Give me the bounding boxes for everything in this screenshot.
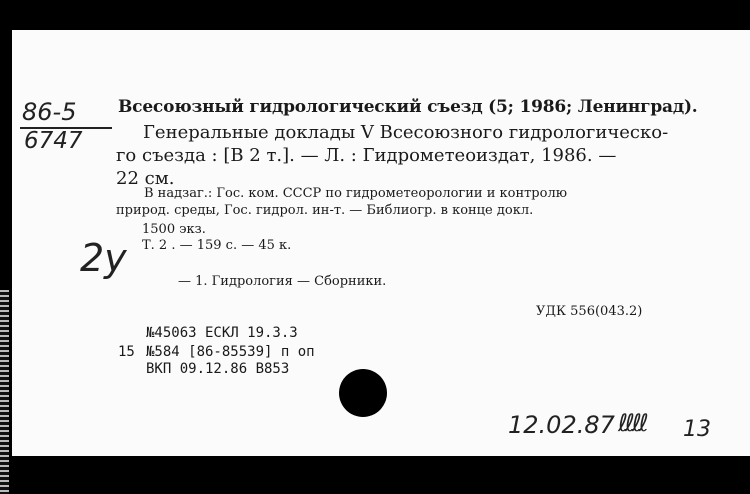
handwritten-mark: 2y: [80, 236, 127, 280]
handwritten-signature: ℓℓℓℓ: [618, 409, 646, 437]
registry-line-2-prefix: 15: [118, 344, 135, 360]
punch-hole: [339, 369, 387, 417]
film-edge-strip: [0, 290, 9, 494]
registry-line-3: ВКП 09.12.86 В853: [146, 361, 290, 377]
registry-line-1: №45063 ЕСКЛ 19.3.3: [146, 325, 298, 341]
record-heading: Всесоюзный гидрологический съезд (5; 1986; Ленинград).: [118, 97, 698, 117]
record-volume: Т. 2 . — 159 с. — 45 к.: [142, 238, 292, 253]
call-number-bottom: 6747: [24, 128, 83, 154]
record-copies: 1500 экз.: [142, 222, 206, 237]
record-udc: УДК 556(043.2): [536, 304, 643, 319]
registry-line-2: №584 [86-85539] п оп: [146, 344, 315, 360]
handwritten-date: 12.02.87: [508, 411, 615, 439]
record-subject: — 1. Гидрология — Сборники.: [178, 274, 387, 289]
handwritten-sign-suffix: 13: [683, 417, 711, 442]
record-title-line-3: 22 см.: [116, 168, 175, 189]
record-title-line-1: Генеральные доклады V Всесоюзного гидрологическо-: [143, 122, 669, 143]
record-title-line-2: го съезда : [В 2 т.]. — Л. : Гидрометеоиздат, 1986. —: [116, 145, 617, 166]
call-number-top: 86-5: [22, 98, 77, 126]
record-note-line-2: природ. среды, Гос. гидрол. ин-т. — Библиогр. в конце докл.: [116, 203, 534, 218]
record-note-line-1: В надзаг.: Гос. ком. СССР по гидрометеорологии и контролю: [144, 186, 568, 201]
